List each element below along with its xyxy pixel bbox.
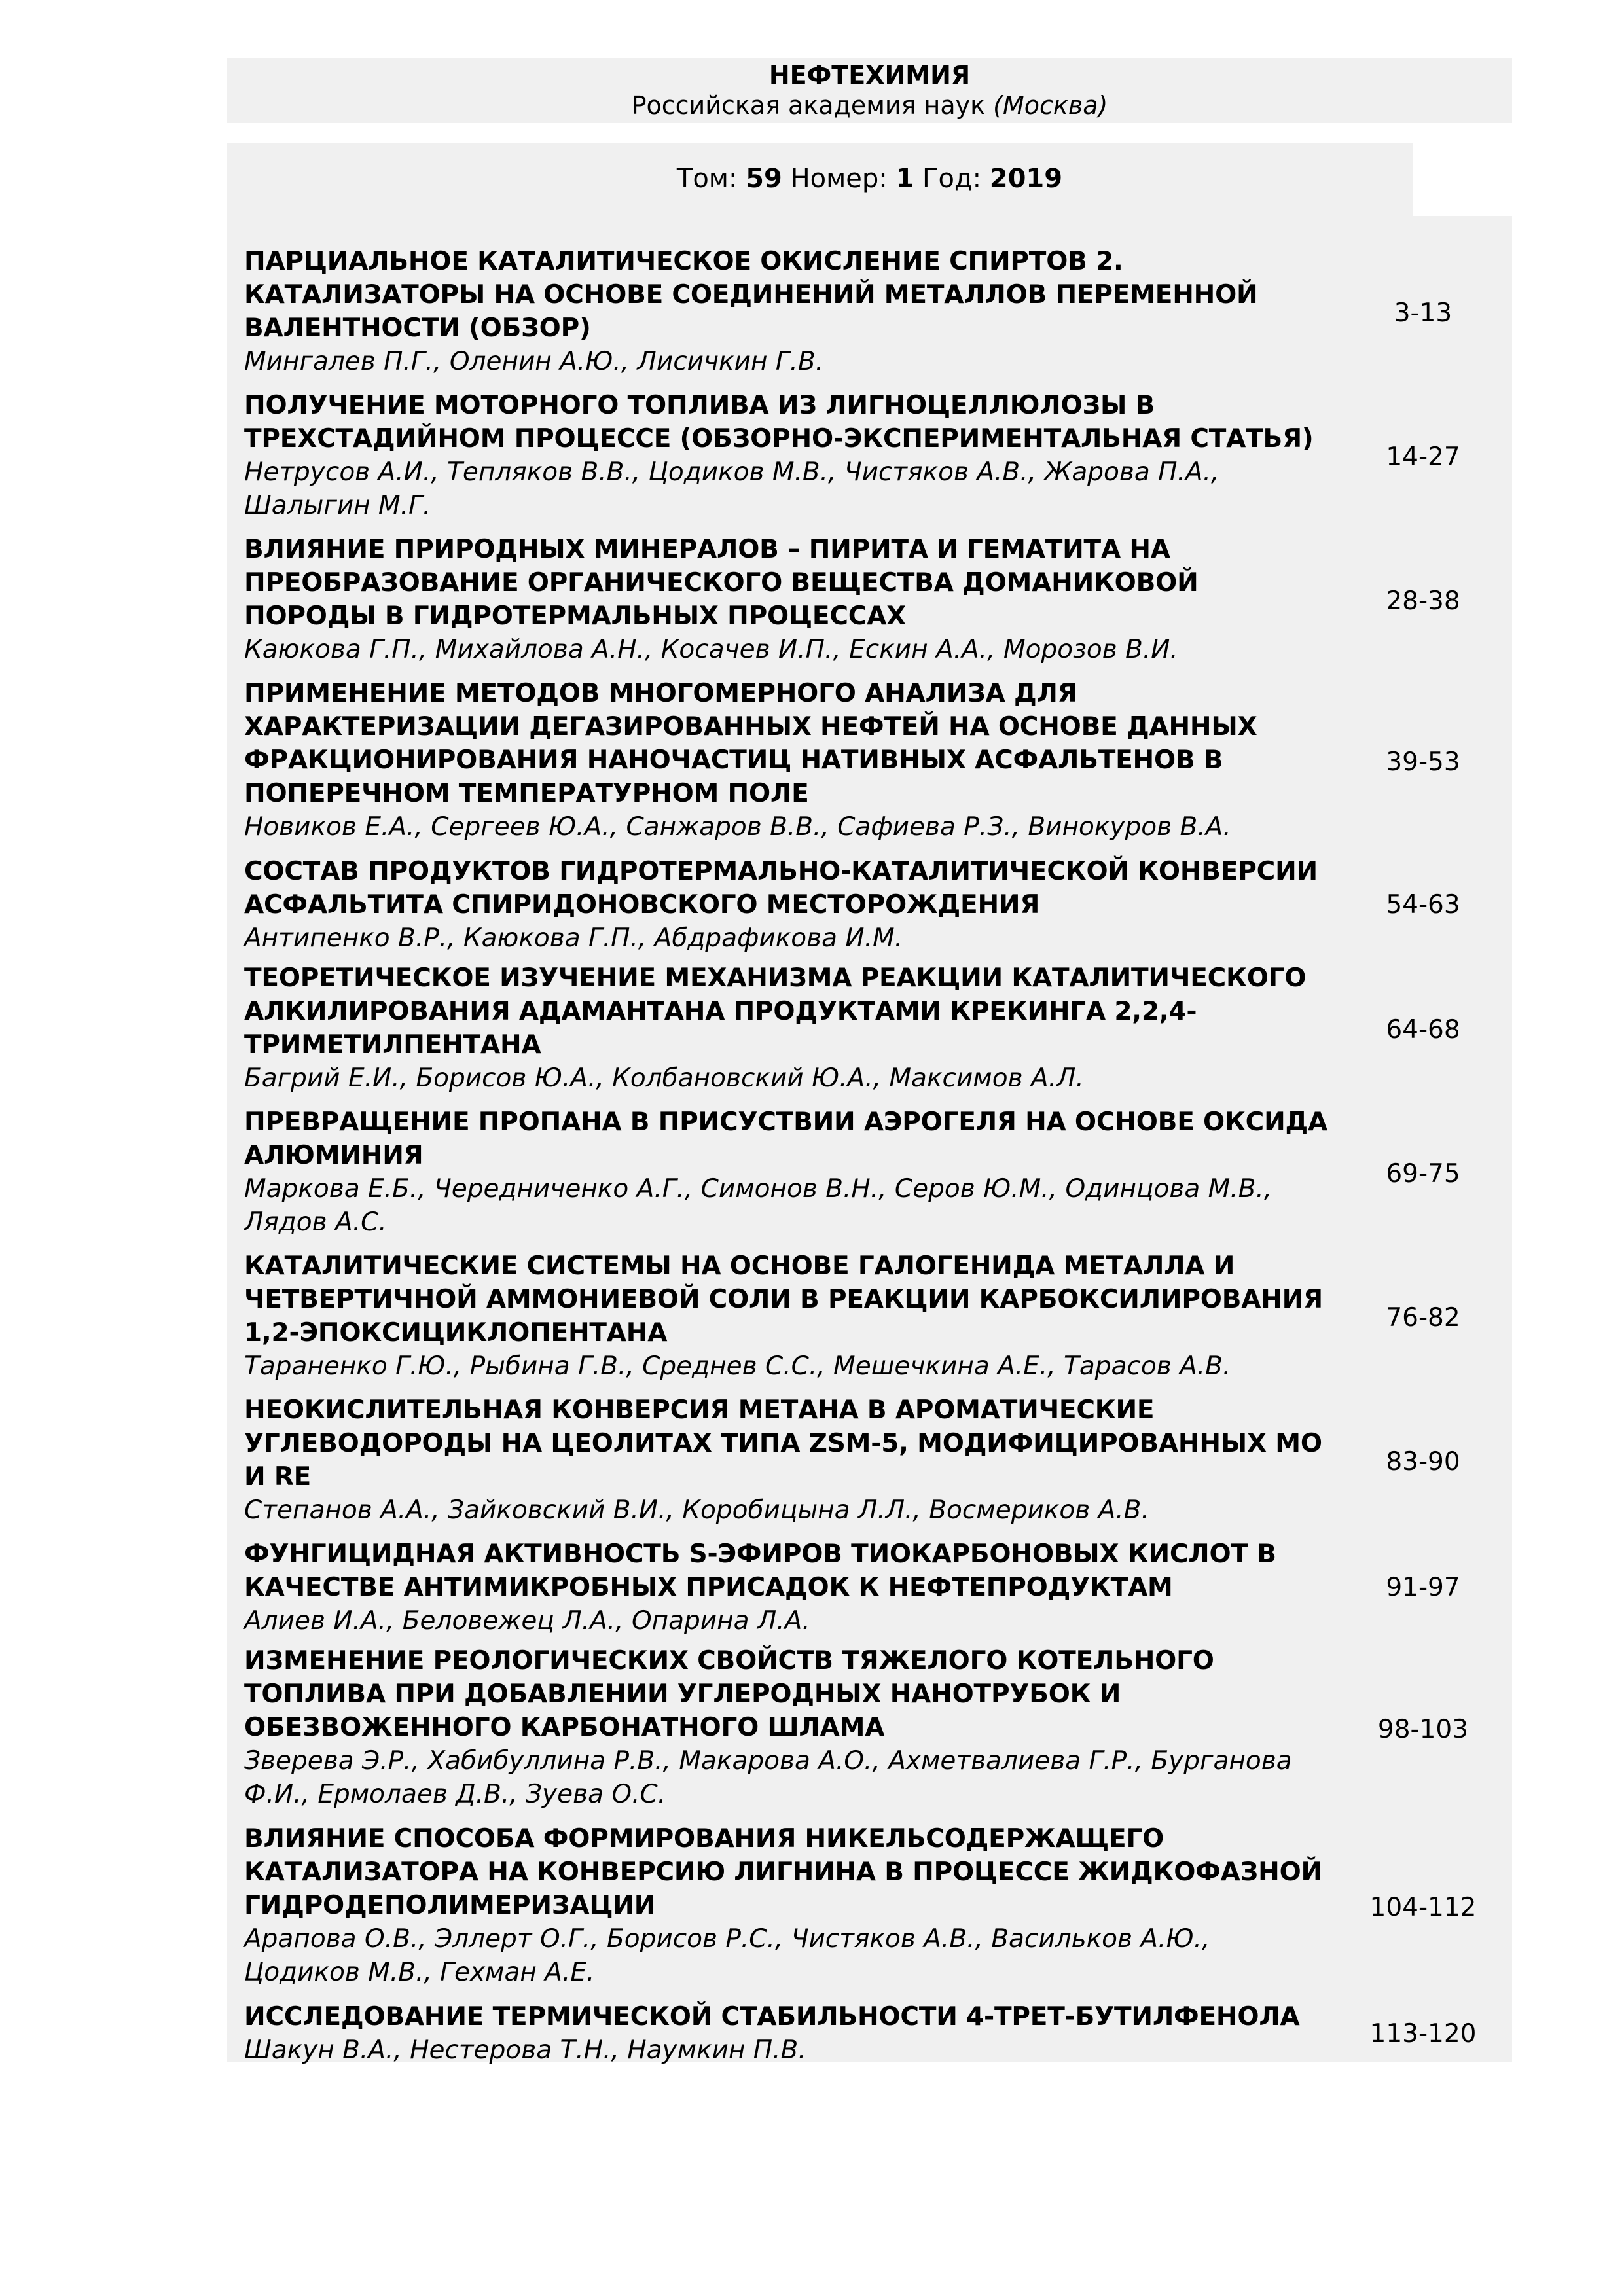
table-of-contents bbox=[227, 216, 1512, 2065]
issue-info-panel bbox=[227, 143, 1413, 216]
article-entry bbox=[227, 1249, 1512, 1387]
number-value: 1 bbox=[895, 164, 914, 194]
article-entry bbox=[227, 677, 1512, 848]
article-pages: 69-75 bbox=[1386, 1159, 1460, 1189]
article-entry bbox=[227, 2000, 1512, 2067]
article-title[interactable]: ПРИМЕНЕНИЕ МЕТОДОВ МНОГОМЕРНОГО АНАЛИЗА ДЛЯ ХАРАКТЕРИЗАЦИИ ДЕГАЗИРОВАННЫХ НЕФТЕЙ НА ОСНОВЕ ДАННЫХ ФРАКЦИОНИРОВАНИЯ НАНОЧАСТИЦ НАТИВНЫХ АСФАЛЬТЕНОВ В ПОПЕРЕЧНОМ ТЕМПЕРАТУРНОМ ПОЛЕ bbox=[244, 679, 1257, 808]
article-pages: 39-53 bbox=[1386, 747, 1460, 777]
article-pages: 91-97 bbox=[1386, 1573, 1460, 1602]
article-body bbox=[244, 677, 1331, 844]
article-entry bbox=[227, 1822, 1512, 1994]
article-pages: 113-120 bbox=[1369, 2019, 1477, 2049]
article-body bbox=[244, 245, 1331, 378]
article-authors: Тараненко Г.Ю., Рыбина Г.В., Среднев С.С., Мешечкина А.Е., Тарасов А.В. bbox=[244, 1352, 1231, 1381]
article-pages: 14-27 bbox=[1386, 442, 1460, 472]
issue-info-line bbox=[227, 162, 1512, 195]
article-pages: 98-103 bbox=[1377, 1715, 1469, 1744]
article-pages: 76-82 bbox=[1386, 1303, 1460, 1333]
article-body bbox=[244, 533, 1331, 666]
article-authors: Антипенко В.Р., Каюкова Г.П., Абдрафикова И.М. bbox=[244, 924, 903, 953]
number-label: Номер: bbox=[790, 164, 888, 194]
article-body bbox=[244, 1822, 1331, 1989]
article-body bbox=[244, 1393, 1331, 1527]
article-pages: 64-68 bbox=[1386, 1015, 1460, 1045]
article-entry bbox=[227, 1537, 1512, 1638]
article-body bbox=[244, 961, 1331, 1095]
article-title[interactable]: СОСТАВ ПРОДУКТОВ ГИДРОТЕРМАЛЬНО-КАТАЛИТИЧЕСКОЙ КОНВЕРСИИ АСФАЛЬТИТА СПИРИДОНОВСКОГО МЕСТОРОЖДЕНИЯ bbox=[244, 857, 1318, 920]
article-body bbox=[244, 1537, 1331, 1638]
article-authors: Зверева Э.Р., Хабибуллина Р.В., Макарова А.О., Ахметвалиева Г.Р., Бурганова Ф.И., Ермолаев Д.В., Зуева О.С. bbox=[244, 1746, 1292, 1809]
article-entry bbox=[227, 389, 1512, 526]
article-body bbox=[244, 1249, 1331, 1383]
article-authors: Шакун В.А., Нестерова Т.Н., Наумкин П.В. bbox=[244, 2036, 806, 2065]
volume-label: Том: bbox=[676, 164, 738, 194]
article-title[interactable]: ВЛИЯНИЕ ПРИРОДНЫХ МИНЕРАЛОВ – ПИРИТА И ГЕМАТИТА НА ПРЕОБРАЗОВАНИЕ ОРГАНИЧЕСКОГО ВЕЩЕСТВА ДОМАНИКОВОЙ ПОРОДЫ В ГИДРОТЕРМАЛЬНЫХ ПРОЦЕССАХ bbox=[244, 535, 1199, 631]
article-pages: 83-90 bbox=[1386, 1447, 1460, 1477]
journal-publisher bbox=[227, 90, 1512, 120]
article-pages: 104-112 bbox=[1369, 1893, 1477, 1922]
article-authors: Багрий Е.И., Борисов Ю.А., Колбановский Ю.А., Максимов А.Л. bbox=[244, 1064, 1084, 1093]
article-entry bbox=[227, 1644, 1512, 1816]
article-title[interactable]: ПАРЦИАЛЬНОЕ КАТАЛИТИЧЕСКОЕ ОКИСЛЕНИЕ СПИРТОВ 2. КАТАЛИЗАТОРЫ НА ОСНОВЕ СОЕДИНЕНИЙ МЕТАЛЛОВ ПЕРЕМЕННОЙ ВАЛЕНТНОСТИ (ОБЗОР) bbox=[244, 247, 1258, 343]
article-authors: Нетрусов А.И., Тепляков В.В., Цодиков М.В., Чистяков А.В., Жарова П.А., Шалыгин М.Г. bbox=[244, 457, 1219, 520]
year-value: 2019 bbox=[989, 164, 1063, 194]
publisher-name: Российская академия наук bbox=[631, 91, 986, 120]
article-entry bbox=[227, 1105, 1512, 1243]
article-pages: 28-38 bbox=[1386, 586, 1460, 616]
article-authors: Каюкова Г.П., Михайлова А.Н., Косачев И.П., Ескин А.А., Морозов В.И. bbox=[244, 635, 1178, 664]
article-authors: Степанов А.А., Зайковский В.И., Коробицына Л.Л., Восмериков А.В. bbox=[244, 1496, 1149, 1525]
article-title[interactable]: КАТАЛИТИЧЕСКИЕ СИСТЕМЫ НА ОСНОВЕ ГАЛОГЕНИДА МЕТАЛЛА И ЧЕТВЕРТИЧНОЙ АММОНИЕВОЙ СОЛИ В РЕАКЦИИ КАРБОКСИЛИРОВАНИЯ 1,2-ЭПОКСИЦИКЛОПЕНТАНА bbox=[244, 1251, 1323, 1348]
article-body bbox=[244, 2000, 1331, 2067]
article-entry bbox=[227, 533, 1512, 670]
article-authors: Новиков Е.А., Сергеев Ю.А., Санжаров В.В., Сафиева Р.З., Винокуров В.А. bbox=[244, 812, 1231, 842]
article-title[interactable]: ПОЛУЧЕНИЕ МОТОРНОГО ТОПЛИВА ИЗ ЛИГНОЦЕЛЛЮЛОЗЫ В ТРЕХСТАДИЙНОМ ПРОЦЕССЕ (ОБЗОРНО-ЭКСПЕРИМЕНТАЛЬНАЯ СТАТЬЯ) bbox=[244, 391, 1314, 454]
year-label: Год: bbox=[922, 164, 982, 194]
article-title[interactable]: ВЛИЯНИЕ СПОСОБА ФОРМИРОВАНИЯ НИКЕЛЬСОДЕРЖАЩЕГО КАТАЛИЗАТОРА НА КОНВЕРСИЮ ЛИГНИНА В ПРОЦЕССЕ ЖИДКОФАЗНОЙ ГИДРОДЕПОЛИМЕРИЗАЦИИ bbox=[244, 1824, 1322, 1920]
article-title[interactable]: НЕОКИСЛИТЕЛЬНАЯ КОНВЕРСИЯ МЕТАНА В АРОМАТИЧЕСКИЕ УГЛЕВОДОРОДЫ НА ЦЕОЛИТАХ ТИПА ZSM-5, МОДИФИЦИРОВАННЫХ МО И RE bbox=[244, 1395, 1322, 1492]
article-entry bbox=[227, 855, 1512, 955]
article-entry bbox=[227, 961, 1512, 1099]
article-title[interactable]: ФУНГИЦИДНАЯ АКТИВНОСТЬ S-ЭФИРОВ ТИОКАРБОНОВЫХ КИСЛОТ В КАЧЕСТВЕ АНТИМИКРОБНЫХ ПРИСАДОК К НЕФТЕПРОДУКТАМ bbox=[244, 1539, 1276, 1602]
article-entry bbox=[227, 245, 1512, 382]
article-authors: Мингалев П.Г., Оленин А.Ю., Лисичкин Г.В. bbox=[244, 347, 824, 376]
article-authors: Маркова Е.Б., Чередниченко А.Г., Симонов В.Н., Серов Ю.М., Одинцова М.В., Лядов А.С. bbox=[244, 1174, 1272, 1237]
article-body bbox=[244, 389, 1331, 522]
article-title[interactable]: ПРЕВРАЩЕНИЕ ПРОПАНА В ПРИСУСТВИИ АЭРОГЕЛЯ НА ОСНОВЕ ОКСИДА АЛЮМИНИЯ bbox=[244, 1107, 1328, 1170]
publisher-city: (Москва) bbox=[993, 91, 1108, 120]
article-title[interactable]: ТЕОРЕТИЧЕСКОЕ ИЗУЧЕНИЕ МЕХАНИЗМА РЕАКЦИИ КАТАЛИТИЧЕСКОГО АЛКИЛИРОВАНИЯ АДАМАНТАНА ПРОДУКТАМИ КРЕКИНГА 2,2,4-ТРИМЕТИЛПЕНТАНА bbox=[244, 963, 1307, 1060]
volume-value: 59 bbox=[746, 164, 782, 194]
article-entry bbox=[227, 1393, 1512, 1531]
article-body bbox=[244, 855, 1331, 955]
article-authors: Арапова О.В., Эллерт О.Г., Борисов Р.С., Чистяков А.В., Васильков А.Ю., Цодиков М.В., Гехман А.Е. bbox=[244, 1924, 1210, 1987]
article-pages: 54-63 bbox=[1386, 890, 1460, 920]
article-body bbox=[244, 1644, 1331, 1811]
article-body bbox=[244, 1105, 1331, 1239]
article-title[interactable]: ИЗМЕНЕНИЕ РЕОЛОГИЧЕСКИХ СВОЙСТВ ТЯЖЕЛОГО КОТЕЛЬНОГО ТОПЛИВА ПРИ ДОБАВЛЕНИИ УГЛЕРОДНЫХ НАНОТРУБОК И ОБЕЗВОЖЕННОГО КАРБОНАТНОГО ШЛАМА bbox=[244, 1646, 1214, 1742]
journal-header bbox=[227, 58, 1512, 123]
article-title[interactable]: ИССЛЕДОВАНИЕ ТЕРМИЧЕСКОЙ СТАБИЛЬНОСТИ 4-ТРЕТ-БУТИЛФЕНОЛА bbox=[244, 2002, 1300, 2032]
article-authors: Алиев И.А., Беловежец Л.А., Опарина Л.А. bbox=[244, 1606, 810, 1636]
article-pages: 3-13 bbox=[1394, 298, 1453, 328]
journal-title: НЕФТЕХИМИЯ bbox=[768, 61, 971, 90]
